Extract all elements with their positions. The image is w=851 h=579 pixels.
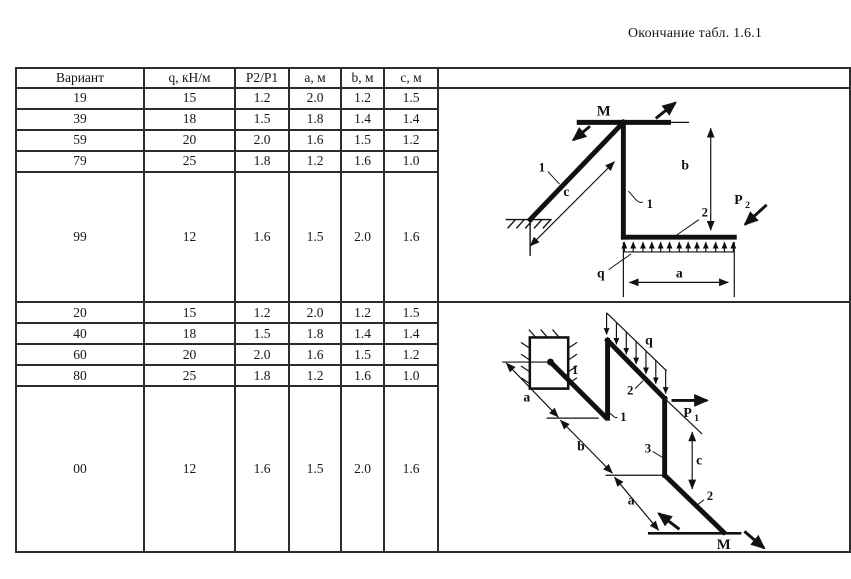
cell-p2p1: 2.0 xyxy=(235,344,289,365)
dim-b-label: b xyxy=(681,157,690,173)
cell-q: 20 xyxy=(144,130,235,151)
cell-p2p1: 1.6 xyxy=(235,386,289,552)
moment-label: M xyxy=(596,103,611,120)
member-2-upper-label: 2 xyxy=(627,383,634,398)
scheme-1-diagram xyxy=(439,89,847,301)
member-2-lower-label: 2 xyxy=(706,488,714,503)
cell-b: 1.6 xyxy=(341,151,384,172)
cell-q: 18 xyxy=(144,323,235,344)
cell-variant: 20 xyxy=(16,302,144,323)
leader-line xyxy=(635,381,643,389)
cell-b: 1.2 xyxy=(341,302,384,323)
member-2-label: 2 xyxy=(701,205,709,220)
cell-b: 1.4 xyxy=(341,323,384,344)
cell-variant: 80 xyxy=(16,365,144,386)
cell-p2p1: 1.2 xyxy=(235,88,289,109)
cell-q: 20 xyxy=(144,344,235,365)
cell-a: 2.0 xyxy=(289,302,341,323)
force-p1-subscript: 1 xyxy=(694,413,700,425)
leader-line xyxy=(676,220,699,236)
cell-q: 25 xyxy=(144,151,235,172)
table-row xyxy=(16,302,850,323)
cell-c: 1.0 xyxy=(384,365,438,386)
cell-q: 12 xyxy=(144,172,235,303)
dim-c-label: c xyxy=(696,452,703,468)
load-q-label: q xyxy=(596,265,605,281)
scheme-1-cell xyxy=(438,88,850,302)
cell-p2p1: 1.6 xyxy=(235,172,289,303)
cell-a: 1.6 xyxy=(289,130,341,151)
cell-p2p1: 1.2 xyxy=(235,302,289,323)
member-1-upper-label: 1 xyxy=(571,362,579,377)
cell-p2p1: 1.8 xyxy=(235,365,289,386)
header-cell-c: c, м xyxy=(384,68,438,88)
distributed-load xyxy=(607,313,667,394)
cell-b: 1.5 xyxy=(341,130,384,151)
cell-c: 1.2 xyxy=(384,130,438,151)
cell-b: 2.0 xyxy=(341,172,384,303)
cell-a: 1.6 xyxy=(289,344,341,365)
table-row xyxy=(16,88,850,109)
dim-a-top-label: a xyxy=(523,389,531,405)
leader-line xyxy=(628,191,643,202)
cell-b: 1.2 xyxy=(341,88,384,109)
leader-line xyxy=(548,171,560,184)
member-3-label: 3 xyxy=(644,441,652,456)
leader-line xyxy=(653,452,663,458)
member-1-lower-label: 1 xyxy=(620,410,627,425)
cell-c: 1.2 xyxy=(384,344,438,365)
cell-c: 1.5 xyxy=(384,88,438,109)
force-p2-subscript: 2 xyxy=(745,199,750,211)
cell-variant: 40 xyxy=(16,323,144,344)
scheme-2-diagram xyxy=(439,303,847,551)
cell-c: 1.6 xyxy=(384,386,438,552)
leader-line xyxy=(610,413,618,417)
cell-a: 1.5 xyxy=(289,386,341,552)
cell-p2p1: 2.0 xyxy=(235,130,289,151)
leader-line xyxy=(696,500,704,506)
scheme-2-cell xyxy=(438,302,850,552)
cell-variant: 60 xyxy=(16,344,144,365)
cell-c: 1.5 xyxy=(384,302,438,323)
cell-a: 1.2 xyxy=(289,151,341,172)
header-cell-b: b, м xyxy=(341,68,384,88)
cell-c: 1.0 xyxy=(384,151,438,172)
cell-q: 15 xyxy=(144,302,235,323)
moment-label: M xyxy=(716,537,731,551)
header-cell-q: q, кН/м xyxy=(144,68,235,88)
cell-b: 1.5 xyxy=(341,344,384,365)
cell-p2p1: 1.8 xyxy=(235,151,289,172)
header-cell-a: a, м xyxy=(289,68,341,88)
cell-p2p1: 1.5 xyxy=(235,109,289,130)
cell-q: 12 xyxy=(144,386,235,552)
cell-a: 1.8 xyxy=(289,109,341,130)
cell-p2p1: 1.5 xyxy=(235,323,289,344)
header-cell-p2p1: P2/P1 xyxy=(235,68,289,88)
cell-q: 25 xyxy=(144,365,235,386)
distributed-load xyxy=(623,242,734,252)
cell-variant: 39 xyxy=(16,109,144,130)
dim-a-label: a xyxy=(675,265,683,281)
fixed-support xyxy=(506,220,552,256)
dim-b-label: b xyxy=(577,438,585,454)
cell-a: 1.5 xyxy=(289,172,341,303)
header-cell-variant: Вариант xyxy=(16,68,144,88)
cell-a: 1.2 xyxy=(289,365,341,386)
cell-b: 1.4 xyxy=(341,109,384,130)
cell-q: 15 xyxy=(144,88,235,109)
cell-c: 1.4 xyxy=(384,323,438,344)
cell-b: 1.6 xyxy=(341,365,384,386)
header-cell-diagram xyxy=(438,68,850,88)
cell-b: 2.0 xyxy=(341,386,384,552)
dim-c-label: c xyxy=(563,183,570,199)
member-1-lower-label: 1 xyxy=(646,196,654,211)
cell-a: 1.8 xyxy=(289,323,341,344)
cell-a: 2.0 xyxy=(289,88,341,109)
cell-c: 1.4 xyxy=(384,109,438,130)
member-1-upper-label: 1 xyxy=(538,160,546,175)
cell-c: 1.6 xyxy=(384,172,438,303)
variants-table xyxy=(15,67,851,553)
cell-variant: 99 xyxy=(16,172,144,303)
force-p2-label: P xyxy=(734,191,743,207)
dim-a-bottom-label: a xyxy=(627,492,635,508)
cell-variant: 19 xyxy=(16,88,144,109)
force-p1-label: P xyxy=(683,405,692,421)
cell-variant: 79 xyxy=(16,151,144,172)
load-q-label: q xyxy=(645,332,653,348)
cell-q: 18 xyxy=(144,109,235,130)
header-row xyxy=(16,68,850,88)
cell-variant: 59 xyxy=(16,130,144,151)
table-caption: Окончание табл. 1.6.1 xyxy=(628,26,763,41)
leader-line xyxy=(609,254,632,270)
cell-variant: 00 xyxy=(16,386,144,552)
frame-members xyxy=(530,122,734,237)
